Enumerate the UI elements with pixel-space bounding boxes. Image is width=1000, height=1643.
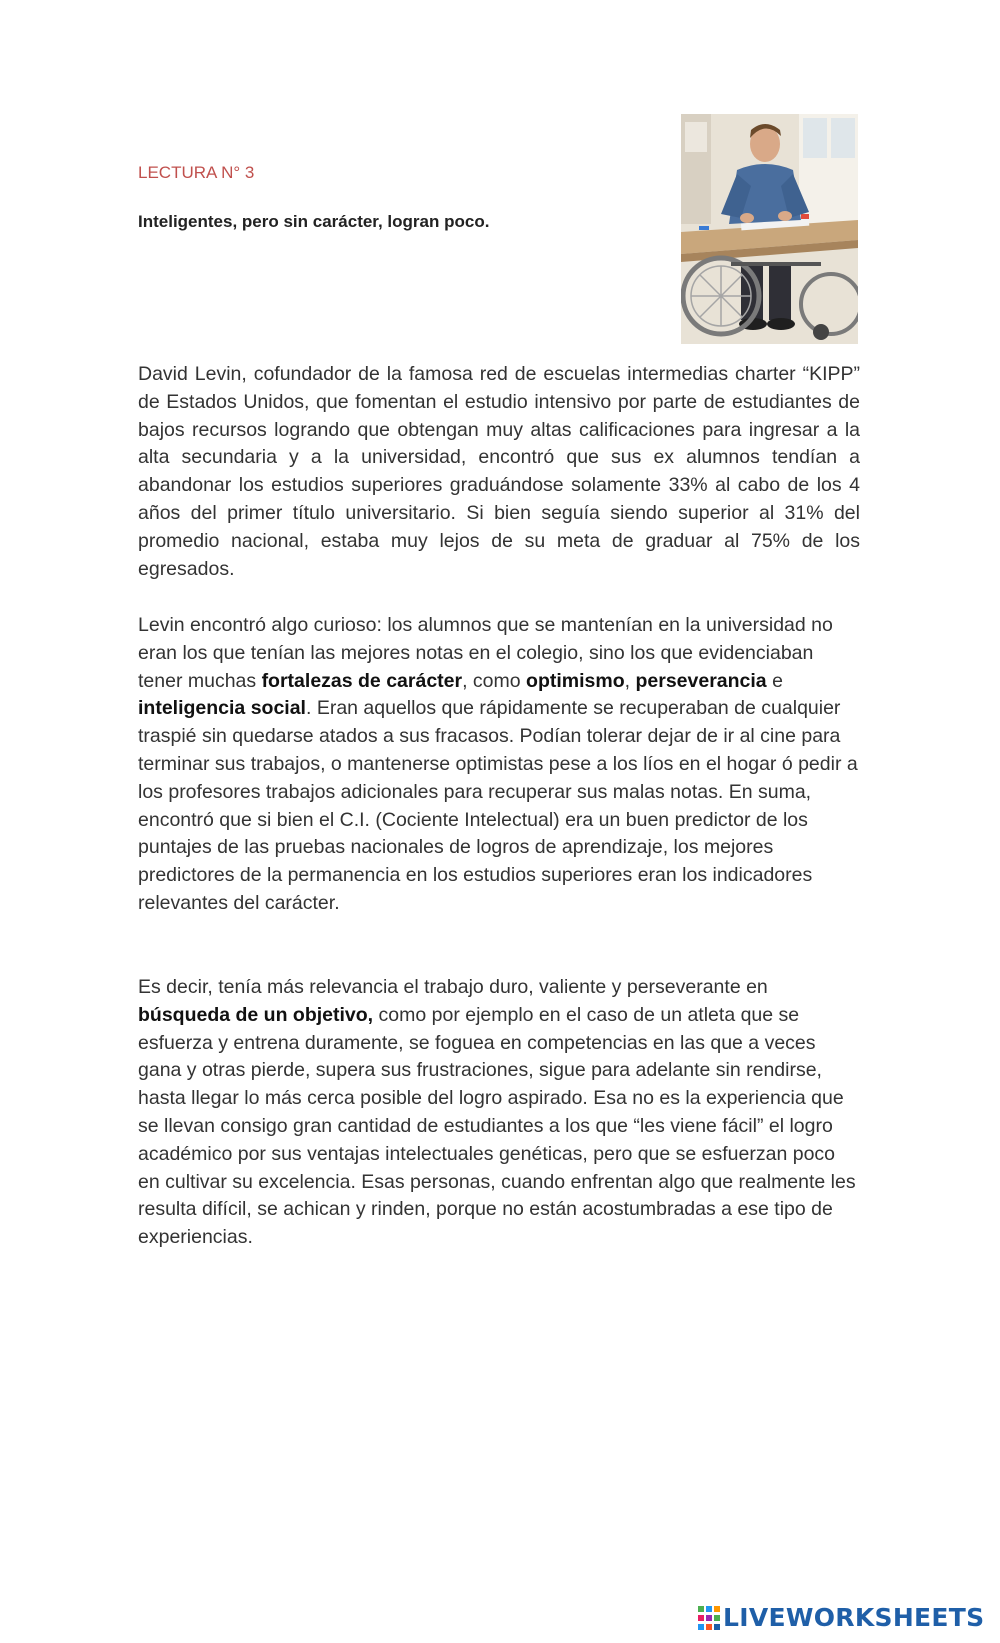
reading-number-label: LECTURA N° 3 — [138, 163, 255, 182]
paragraph-2-text: , como — [462, 669, 527, 692]
liveworksheets-logo-text: LIVEWORKSHEETS — [723, 1603, 985, 1632]
paragraph-3 — [138, 974, 860, 1252]
paragraph-3-text: como por ejemplo en el caso de un atleta que se esfuerza y entrena duramente, se foguea en competencias en las que a veces gana y otras pierde, supera sus frustraciones, sigue para adelante sin rendirse, hasta llegar lo más cerca posible del logro aspirado. Esa no es la experiencia que se llevan consigo gran cantidad de estudiantes a los que “les viene fácil” el logro académico por sus ventajas intelectuales genéticas, pero que se esfuerzan poco en cultivar su excelencia. Esas personas, cuando enfrentan algo que realmente les resulta difícil, se achican y rinden, porque no están acostumbradas a ese tipo de experiencias. — [138, 1003, 856, 1249]
paragraph-3-text: Es decir, tenía más relevancia el trabajo duro, valiente y perseverante en — [138, 976, 768, 998]
bold-fortalezas-de-caracter: fortalezas de carácter — [261, 669, 463, 692]
bold-optimismo: optimismo — [526, 669, 625, 692]
paragraph-1: David Levin, cofundador de la famosa red de escuelas intermedias charter “KIPP” de Estados Unidos, que fomentan el estudio intensivo por parte de estudiantes de bajos recursos logrando que obtengan muy altas calificaciones para ingresar a la alta secundaria y a la universidad, encontró que sus ex alumnos tendían a abandonar los estudios superiores graduándose solamente 33% al cabo de los 4 años del primer título universitario. Si bien seguía siendo superior al 31% del promedio nacional, estaba muy lejos de su meta de graduar al 75% de los egresados. — [138, 363, 860, 580]
bold-busqueda-de-un-objetivo: búsqueda de un objetivo, — [138, 1003, 374, 1026]
paragraph-2-text: e — [766, 669, 783, 692]
paragraph-2 — [138, 612, 860, 918]
reading-title: Inteligentes, pero sin carácter, logran poco. — [138, 212, 490, 231]
liveworksheets-logo-icon — [698, 1606, 720, 1630]
paragraph-2-text: Levin encontró algo curioso: los alumnos que se mantenían en la universidad no eran los que tenían las mejores notas en el colegio, sino los que evidenciaban tener muchas — [138, 614, 833, 692]
bold-inteligencia-social: inteligencia social — [138, 697, 306, 720]
paragraph-2-text: . Eran aquellos que rápidamente se recuperaban de cualquier traspié sin quedarse atados a sus fracasos. Podían tolerar dejar de ir al cine para terminar sus trabajos, o mantenerse optimistas pese a los líos en el hogar ó pedir a los profesores trabajos adicionales para recuperar sus malas notas. En suma, encontró que si bien el C.I. (Cociente Intelectual) era un buen predictor de los puntajes de las pruebas nacionales de logros de aprendizaje, los mejores predictores de la permanencia en los estudios superiores eran los indicadores relevantes del carácter. — [138, 697, 858, 914]
liveworksheets-logo — [698, 1603, 984, 1632]
student-wheelchair-photo — [681, 114, 858, 344]
paragraph-2-text: , — [624, 669, 636, 692]
bold-perseverancia: perseverancia — [635, 669, 767, 692]
